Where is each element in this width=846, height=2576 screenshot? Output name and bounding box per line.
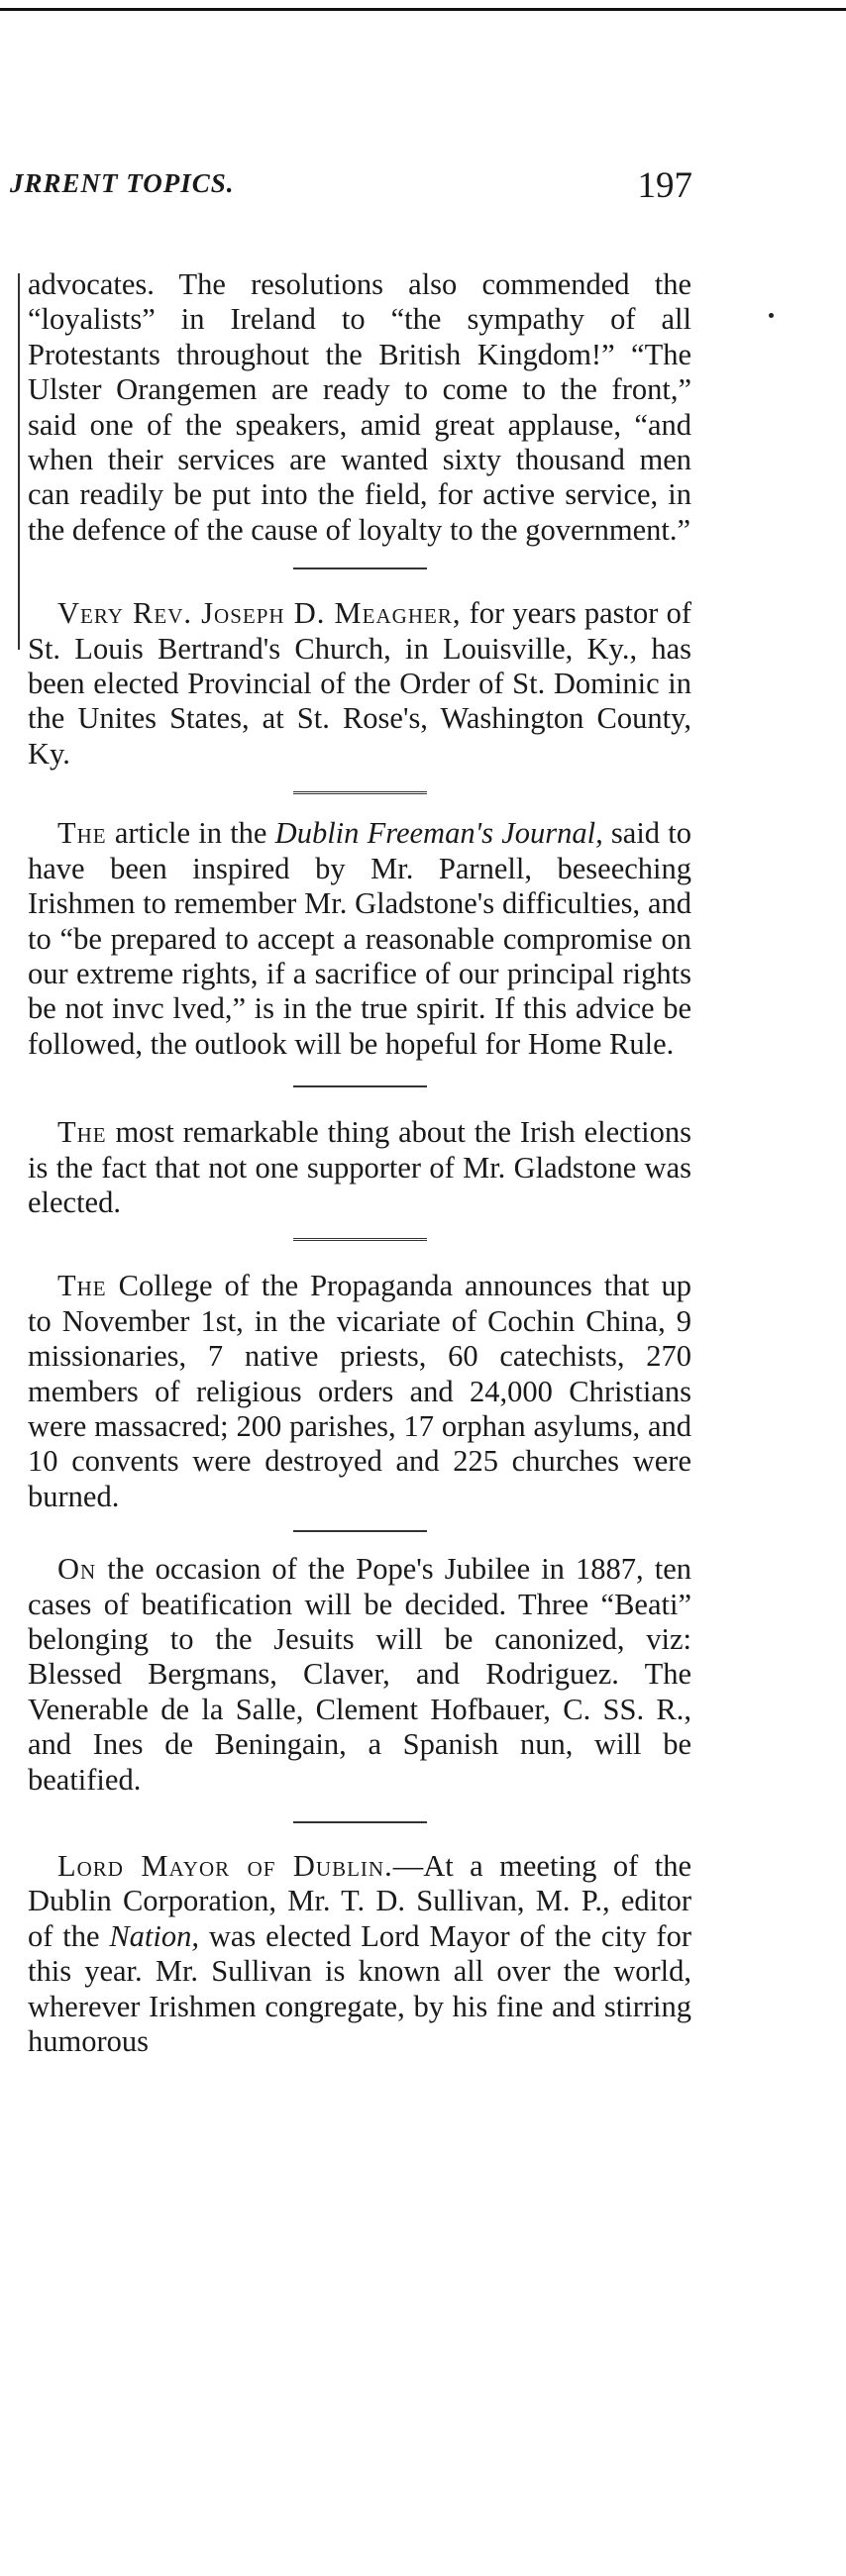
- separator-rule: [293, 1085, 427, 1087]
- top-rule: [0, 8, 846, 11]
- lead-in: The: [57, 1115, 107, 1150]
- paragraph-text: most remarkable thing about the Irish elections is the fact that not one supporter of Mr. Gladstone was elected.: [28, 1115, 691, 1219]
- paragraph-irish-elections: [28, 1115, 691, 1220]
- lead-in: On: [57, 1552, 97, 1587]
- paragraph-lord-mayor: [28, 1849, 691, 2059]
- paragraph-freemans-journal: [28, 816, 691, 1062]
- paragraph-text: College of the Propaganda announces that up to November 1st, in the vicariate of Cochin China, 9 missionaries, 7 native priests, 60 catechists, 270 members of religious orders and 24,000 Christians were massacred; 200 parishes, 17 orphan asylums, and 10 convents were destroyed and 225 churches were burned.: [28, 1269, 691, 1513]
- paragraph-text: advocates. The resolutions also commended the “loyalists” in Ireland to “the sympathy of all Protestants throughout the British Kingdom!” “The Ulster Orangemen are ready to come to the front,” said one of the speakers, amid great applause, “and when their services are wanted sixty thousand men can readily be put into the field, for active service, in the defence of the cause of loyalty to the government.”: [28, 267, 691, 547]
- paragraph-meagher: [28, 596, 691, 772]
- lead-in: The: [57, 1269, 107, 1303]
- separator-rule: [293, 567, 427, 569]
- paragraph-text: the occasion of the Pope's Jubilee in 1887, ten cases of beatification will be decided. Three “Beati” belonging to the Jesuits will be canonized, viz: Blessed Bergmans, Claver, and Rodriguez. The Venerable de la Salle, Clement Hofbauer, C. SS. R., and Ines de Beningain, a Spanish nun, will be beatified.: [28, 1552, 691, 1797]
- text-column: [28, 267, 691, 2059]
- paragraph-text: for years pastor of St. Louis Bertrand's Church, in Louisville, Ky., has been elected Provincial of the Order of St. Dominic in the Unites States, at St. Rose's, Washington County, Ky.: [28, 596, 691, 771]
- journal-title: Dublin Freeman's Journal,: [274, 816, 603, 851]
- page-number: 197: [637, 165, 692, 206]
- paragraph-text: —At a meeting of the Dublin Corporation, Mr. T. D. Sullivan, M. P., editor of the: [28, 1849, 691, 1953]
- running-head: JRRENT TOPICS.: [10, 168, 235, 198]
- margin-bar: [18, 273, 20, 650]
- lead-in: Lord Mayor of Dublin.: [57, 1849, 393, 1884]
- lead-in: The: [57, 816, 107, 851]
- paragraph-text: article in the: [106, 816, 275, 851]
- separator-rule: [293, 791, 427, 794]
- separator-rule: [293, 1238, 427, 1241]
- lead-in: Very Rev. Joseph D. Meagher,: [57, 596, 462, 631]
- ink-mark: [769, 313, 774, 318]
- paragraph-ulster-orangemen: [28, 267, 691, 548]
- separator-rule: [293, 1530, 427, 1532]
- newspaper-title: Nation,: [109, 1918, 199, 1953]
- paragraph-propaganda: [28, 1269, 691, 1514]
- separator-rule: [293, 1821, 427, 1823]
- paragraph-text: said to have been inspired by Mr. Parnell, beseeching Irishmen to remember Mr. Gladstone's difficulties, and to “be prepared to accept a reasonable compromise on our extreme rights, if a sacrifice of our principal rights be not invc lved,” is in the true spirit. If this advice be followed, the outlook will be hopeful for Home Rule.: [28, 816, 691, 1061]
- paragraph-jubilee: [28, 1552, 691, 1798]
- paragraph-text: was elected Lord Mayor of the city for this year. Mr. Sullivan is known all over the world, wherever Irishmen congregate, by his fine and stirring humorous: [28, 1918, 691, 2059]
